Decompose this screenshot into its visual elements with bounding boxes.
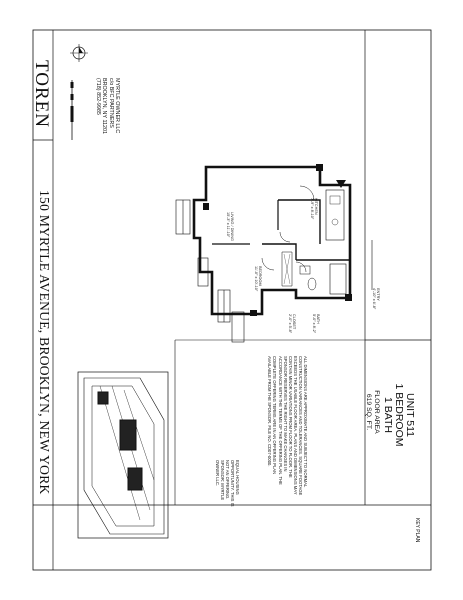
developer-line: MYRTLE OWNER LLC bbox=[114, 78, 120, 134]
key-plan bbox=[78, 372, 168, 538]
room-label-bath bbox=[311, 314, 320, 333]
floor-area bbox=[365, 372, 380, 452]
developer-line: c/o BFC PARTNERS bbox=[107, 78, 114, 128]
scale-bar bbox=[71, 80, 74, 140]
room-name: BATH bbox=[316, 314, 320, 324]
disclaimer-note: EQUAL HOUSING OPPORTUNITY. THIS IS NOT AN OFFERING. SPONSOR: MYRTLE OWNER LLC. bbox=[214, 460, 240, 507]
developer-info bbox=[95, 78, 120, 134]
developer-line: (718) 852-9985 bbox=[95, 78, 102, 115]
room-label-closet bbox=[287, 314, 296, 333]
room-label-kitchen bbox=[309, 198, 318, 219]
room-label-living bbox=[225, 212, 234, 241]
room-name: BEDROOM bbox=[258, 266, 262, 286]
unit-bedrooms: 1 BEDROOM bbox=[393, 383, 405, 447]
room-dims: 5'-0" x 8'-2" bbox=[311, 314, 316, 334]
key-plan-label: KEY PLAN bbox=[414, 518, 420, 543]
room-dims: 11'-0" x 10'-10" bbox=[253, 266, 258, 292]
building-address: 150 MYRTLE AVENUE, BROOKLYN, NEW YORK bbox=[37, 190, 52, 495]
room-label-entry bbox=[371, 288, 380, 309]
room-name: ENTRY bbox=[376, 288, 380, 301]
disclaimer-text: ALL DIMENSIONS ARE APPROXIMATE AND SUBJECT TO NORMAL CONSTRUCTION VARIANCES AND TOLERANCES. SQUARE FOOTAGE EXCEEDS THE USABLE FLOOR AREA. PLANS AND DIMENSIONS MAY CONTAIN MINOR VARIATIONS FROM FLOOR TO FLOOR. THE SPONSOR RESERVES THE RIGHT TO MAKE CHANGES IN ACCORDANCE WITH THE TERMS OF THE OFFERING PLAN. THE COMPLETE OFFERING TERMS ARE IN AN OFFERING PLAN AVAILABLE FROM THE SPONSOR. FILE NO. CD07-0000. bbox=[267, 356, 308, 496]
room-dims: 4'-10" x 6'-8" bbox=[371, 288, 376, 310]
room-dims: 7'-9" x 8'-10" bbox=[309, 198, 314, 220]
room-name: CLOSET bbox=[292, 314, 296, 330]
unit-bath: 1 BATH bbox=[382, 397, 394, 433]
room-label-bedroom bbox=[253, 266, 262, 291]
room-name: KITCHEN bbox=[314, 198, 318, 215]
unit-title: UNIT 511 bbox=[404, 393, 416, 437]
north-arrow-icon bbox=[70, 44, 88, 62]
developer-line: BROOKLYN, NY 11201 bbox=[101, 78, 108, 135]
floor-area-label: FLOOR AREA bbox=[373, 390, 380, 434]
floor-plan bbox=[194, 167, 350, 314]
room-dims: 15'-3" x 11'-10" bbox=[225, 212, 230, 238]
room-dims: 2'-0" x 5'-8" bbox=[287, 314, 292, 334]
floor-area-value: 619 SQ. FT. bbox=[365, 393, 373, 431]
unit-summary bbox=[382, 360, 415, 470]
room-name: LIVING / DINING bbox=[230, 212, 234, 241]
brand-name: TOREN bbox=[31, 60, 52, 128]
